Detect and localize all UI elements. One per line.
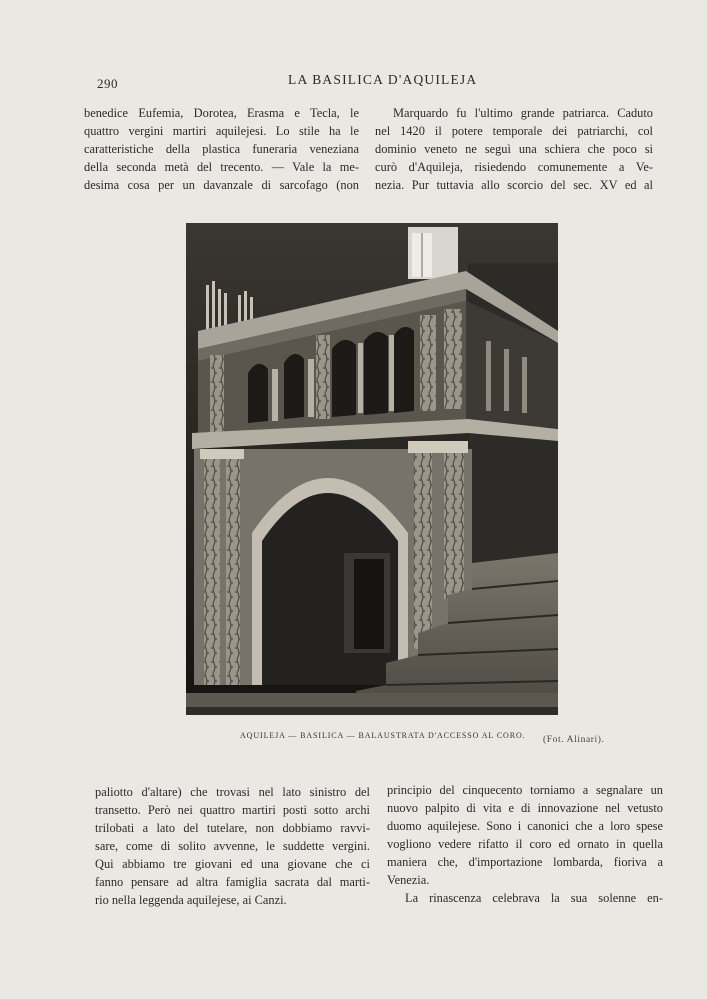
text-line: rio nella leggenda aquilejese, ai Canzi.	[95, 893, 287, 907]
text-line: Qui abbiamo tre giovani ed una giovane che ci	[95, 857, 370, 871]
figure-caption: AQUILEJA — BASILICA — BALAUSTRATA D'ACCESSO AL CORO.	[240, 731, 526, 740]
text-line: desima cosa per un davanzale di sarcofago (non	[84, 178, 359, 192]
balustrade-photograph	[186, 223, 558, 715]
text-line: nuovo palpito di vita e di innovazione nel vetusto	[387, 801, 663, 815]
text-line: principio del cinquecento torniamo a segnalare un	[387, 783, 663, 797]
text-line: vogliono vedere rifatto il coro ed ornato in quella	[387, 837, 663, 851]
text-line: Venezia.	[387, 873, 430, 887]
text-line: sare, come di solito avvenne, le suddette vergini.	[95, 839, 370, 853]
text-column-top-right	[375, 104, 653, 194]
choir-balustrade-image	[186, 223, 558, 715]
text-line: caratteristiche della plastica funeraria veneziana	[84, 142, 359, 156]
text-column-bottom-left	[95, 783, 370, 909]
text-line: quattro vergini martiri aquilejesi. Lo stile ha le	[84, 124, 359, 138]
text-line: fanno pensare ad altra famiglia sacrata dal marti-	[95, 875, 370, 889]
text-line: paliotto d'altare) che trovasi nel lato sinistro del	[95, 785, 370, 799]
text-column-bottom-right	[387, 781, 663, 907]
text-line: dominio veneto ne seguì una schiera che poco si	[375, 142, 653, 156]
page-number: 290	[97, 76, 118, 91]
text-line: transetto. Però nei quattro martiri posti sotto archi	[95, 803, 370, 817]
text-line: trilobati a lato del tutelare, non dobbiamo ravvi-	[95, 821, 370, 835]
text-line: nel 1420 il potere temporale dei patriarchi, col	[375, 124, 653, 138]
text-column-top-left	[84, 104, 359, 194]
text-line: Marquardo fu l'ultimo grande patriarca. Caduto	[393, 106, 653, 120]
text-line: duomo aquilejese. Sono i canonici che a loro spese	[387, 819, 663, 833]
text-line: benedice Eufemia, Dorotea, Erasma e Tecla, le	[84, 106, 359, 120]
text-line: La rinascenza celebrava la sua solenne en-	[405, 891, 663, 905]
text-line: nezia. Pur tuttavia allo scorcio del sec. XV ed al	[375, 178, 653, 192]
photo-credit: (Fot. Alinari).	[543, 735, 605, 745]
running-title: LA BASILICA D'AQUILEJA	[288, 72, 478, 87]
text-line: curò d'Aquileja, risiedendo comunemente a Ve-	[375, 160, 653, 174]
text-line: della seconda metà del trecento. — Vale la me-	[84, 160, 359, 174]
text-line: maniera che, d'importazione lombarda, fioriva a	[387, 855, 663, 869]
